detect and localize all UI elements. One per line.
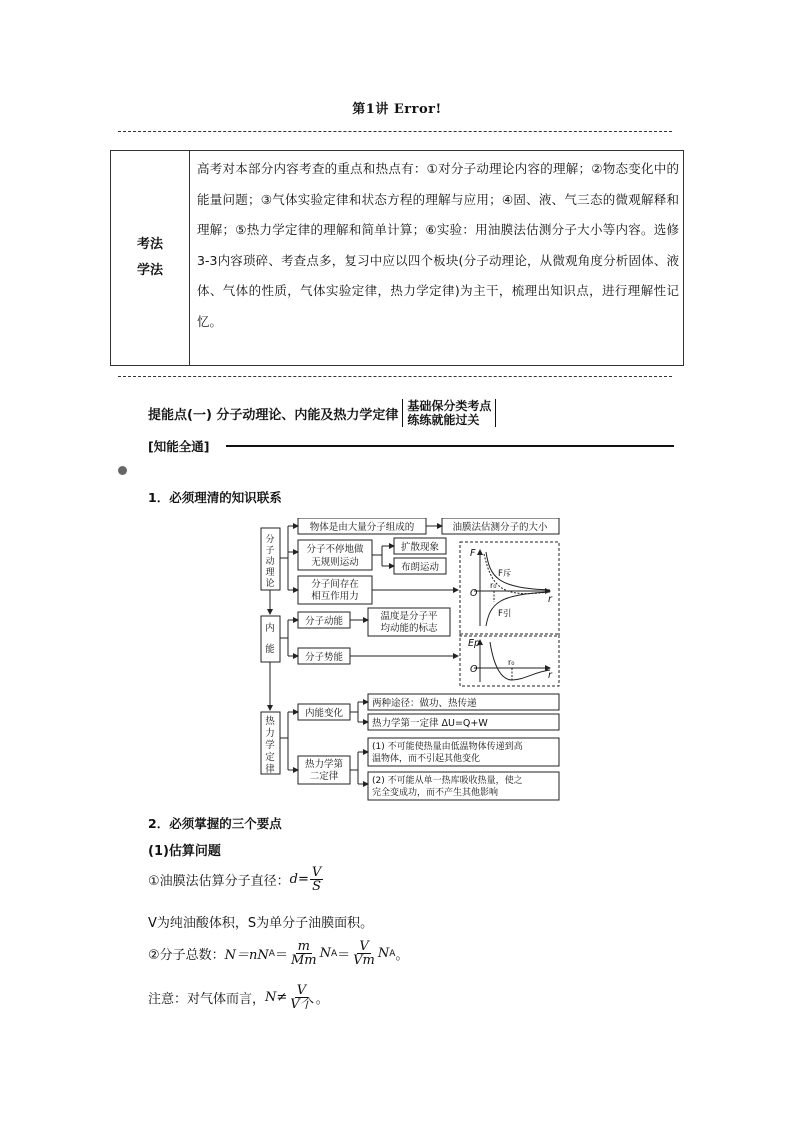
g1-Frep: F斥 <box>498 569 512 579</box>
node-force-2: 相互作用力 <box>311 591 359 602</box>
intro-table-label <box>111 151 190 365</box>
section-bracket <box>402 399 496 427</box>
zhineng-rule <box>226 445 674 447</box>
f2-eq1: ＝ <box>274 948 288 963</box>
node-oilfilm: 油膜法估测分子的大小 <box>452 522 548 533</box>
force-graph <box>474 550 550 626</box>
formula-diameter <box>148 866 324 893</box>
f1-num: V <box>311 865 322 880</box>
f2-num2: V <box>359 939 369 954</box>
node-motion-2: 无规则运动 <box>311 557 359 568</box>
node-temp-2: 均动能的标志 <box>380 623 438 634</box>
root1-char4: 理 <box>265 568 275 578</box>
dashed-divider-top <box>118 131 672 132</box>
root3-char3: 学 <box>265 740 275 751</box>
note-lhs: N≠ <box>265 990 288 1005</box>
f2-fraction-2 <box>351 940 377 967</box>
label-xuefa: 学法 <box>136 263 163 278</box>
note-num: V <box>296 983 307 998</box>
root1-char2: 子 <box>265 546 275 556</box>
node-second-law-2: 二定律 <box>309 771 339 782</box>
root2-char2: 能 <box>265 644 275 655</box>
root1-char1: 分 <box>265 535 275 545</box>
intro-table-content: 高考对本部分内容考查的重点和热点有：①对分子动理论内容的理解；②物态变化中的能量问题；③气体实验定律和状态方程的理解与应用；④固、液、气三态的微观解释和理解；⑤热力学定律的理解和简单计算；⑥实验：用油膜法估测分子大小等内容。选修3-3内容琐碎、考查点多，复习中应以四个板块(分子动理论，从微观角度分析固体、液体、气体的性质，气体实验定律，热力学定律)为主干，梳理出知识点，进行理解性记忆。 <box>197 161 679 329</box>
zhineng-label: [知能全通] <box>148 439 210 454</box>
root3-char1: 热 <box>265 716 275 727</box>
label-kaofa: 考法 <box>136 237 163 252</box>
g1-r: r <box>548 594 552 605</box>
f1-lhs: d <box>289 872 298 887</box>
f1-prefix: ①油膜法估算分子直径： <box>148 874 290 889</box>
f2-end: 。 <box>395 948 409 963</box>
f1-fraction <box>310 866 323 893</box>
f2-expr: N＝nN <box>224 948 269 963</box>
sub-heading-estimation: (1)估算问题 <box>148 844 221 859</box>
root3-char5: 律 <box>265 764 275 775</box>
node-second-law-1: 热力学第 <box>304 759 344 770</box>
root3-char2: 力 <box>265 728 275 739</box>
formula-molecule-count: ②分子总数： N＝nN A ＝ $\frac{m}{Mm}$ N A ＝ $\frac{V}{Vm}$ N A 。 <box>148 939 409 968</box>
node-first-law: 热力学第一定律 ΔU=Q+W <box>372 718 488 729</box>
g2-r: r <box>548 670 552 681</box>
g1-Fatt: F引 <box>498 609 512 619</box>
root1-char5: 论 <box>265 579 275 589</box>
g2-O: O <box>470 664 478 675</box>
dashed-divider-bottom <box>118 376 672 377</box>
f2-prefix: ②分子总数： <box>148 948 225 963</box>
note-prefix: 注意：对气体而言， <box>148 992 266 1007</box>
node-stmt1-2: 温物体，而不引起其他变化 <box>372 754 481 764</box>
root3-char4: 定 <box>265 752 275 763</box>
section-title: 提能点(一) 分子动理论、内能及热力学定律 <box>148 407 399 423</box>
bracket-line-1: 基础保分类考点 <box>407 399 492 413</box>
f2-num1: m <box>297 939 310 954</box>
g1-F: F <box>470 548 476 559</box>
node-temp-1: 温度是分子平 <box>380 611 438 622</box>
node-two-ways: 两种途径：做功、热传递 <box>372 698 477 709</box>
note-end: 。 <box>315 992 329 1007</box>
bracket-line-2: 练练就能过关 <box>407 413 480 427</box>
root2-char1: 内 <box>265 623 275 634</box>
bullet-dot <box>118 466 127 475</box>
note-den: V个 <box>290 997 313 1012</box>
f2-den2: Vm <box>353 953 375 968</box>
node-stmt2-1: (2) 不可能从单一热库吸收热量，使之 <box>372 776 523 786</box>
item1-heading: 1．必须理清的知识联系 <box>148 490 282 505</box>
f1-eq: = <box>297 872 309 887</box>
node-force-1: 分子间存在 <box>311 579 359 590</box>
node-ie-change: 内能变化 <box>304 708 344 719</box>
g2-Ep: Ep <box>468 638 481 649</box>
node-diffusion: 扩散现象 <box>400 542 440 553</box>
node-molecules: 物体是由大量分子组成的 <box>309 522 415 533</box>
note-line <box>148 984 329 1011</box>
concept-diagram <box>258 518 562 802</box>
item2-heading: 2．必须掌握的三个要点 <box>148 816 282 831</box>
g1-O: O <box>470 588 478 599</box>
section-heading <box>148 399 496 427</box>
intro-table <box>110 150 684 366</box>
page-title: 第1讲 Error! <box>352 102 442 117</box>
f2-fraction-1 <box>289 940 319 967</box>
f1-den: S <box>312 879 322 894</box>
note-fraction <box>288 984 314 1011</box>
g2-r0: r₀ <box>508 658 515 667</box>
f2-den1: Mm <box>290 953 317 968</box>
node-stmt2-2: 完全变成功，而不产生其他影响 <box>372 788 499 798</box>
node-stmt1-1: (1) 不可能使热量由低温物体传递到高 <box>372 742 523 752</box>
f2-eq2: ＝ <box>337 948 351 963</box>
node-kinetic-energy: 分子动能 <box>304 616 344 627</box>
node-brownian: 布朗运动 <box>400 562 440 573</box>
node-motion-1: 分子不停地做 <box>306 544 364 555</box>
f2-sub: A <box>268 948 275 959</box>
node-potential-energy: 分子势能 <box>304 652 344 663</box>
g1-r0: r₀ <box>490 581 497 590</box>
root1-char3: 动 <box>265 557 275 567</box>
f1-description: V为纯油酸体积，S为单分子油膜面积。 <box>148 916 374 931</box>
